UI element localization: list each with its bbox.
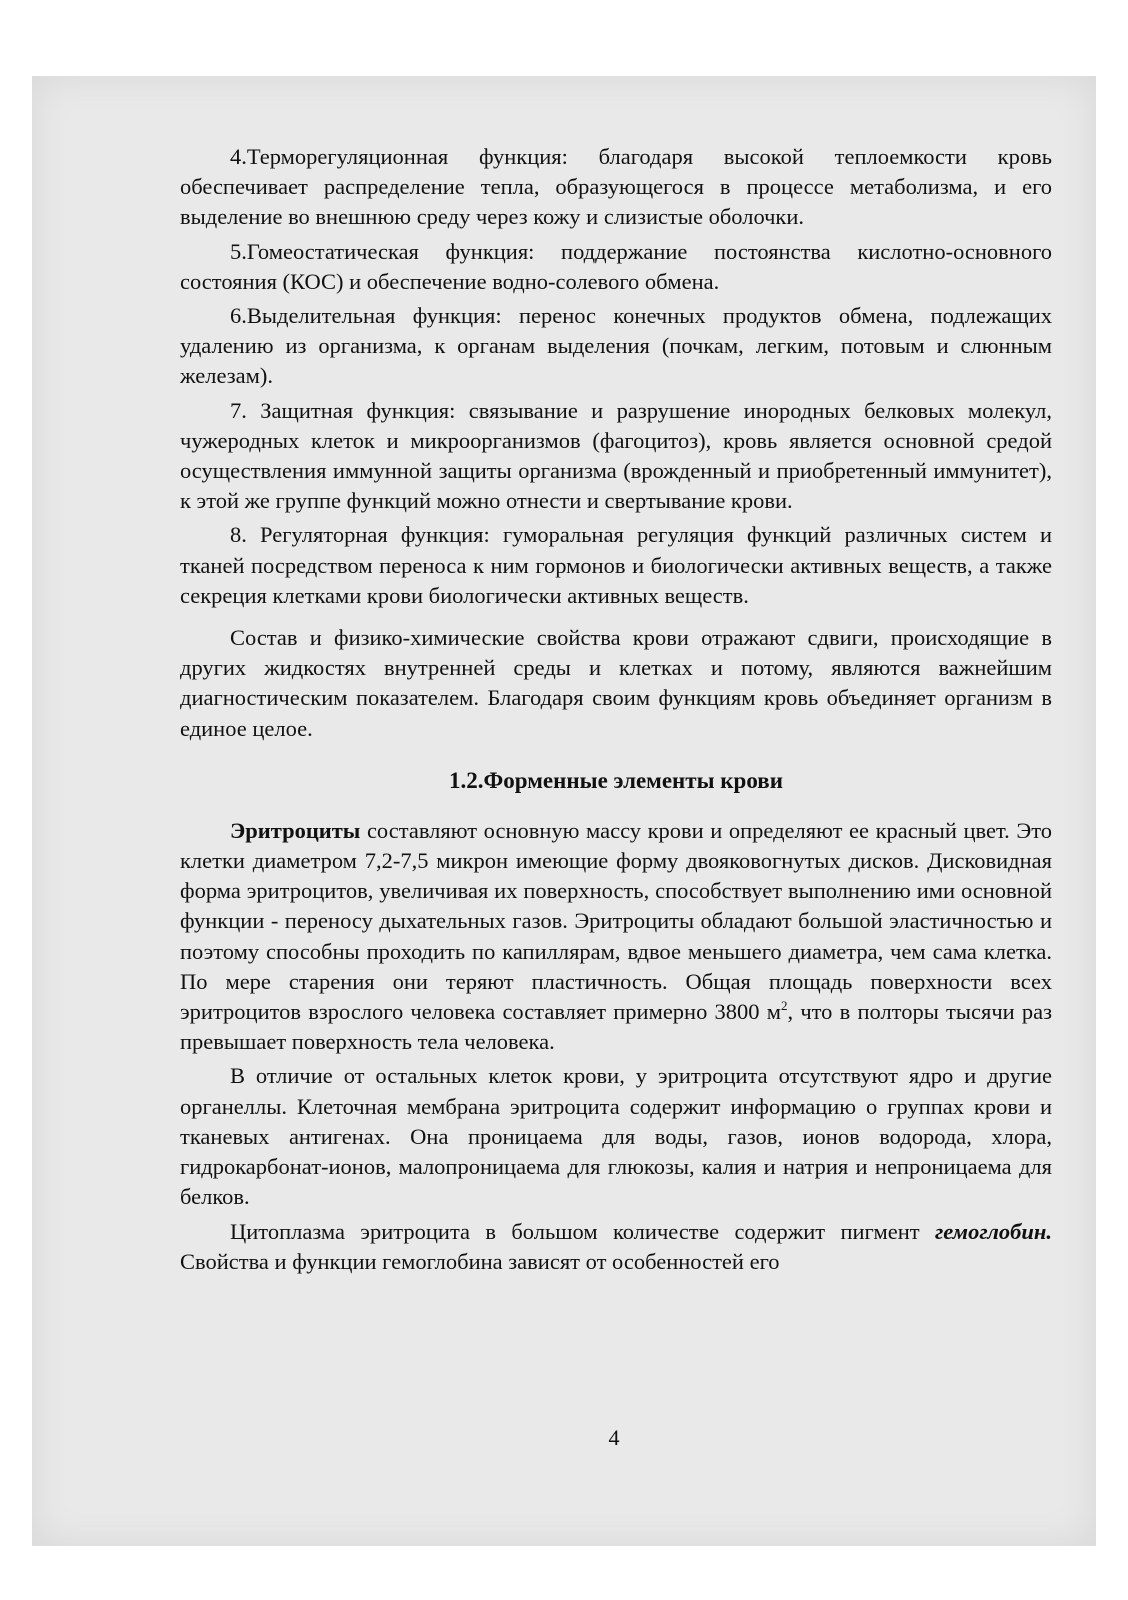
function-paragraph-6: 6.Выделительная функция: перенос конечных продуктов обмена, подлежащих удалению из организма, к органам выделения (почкам, легким, потовым и слюнным железам). bbox=[180, 303, 1052, 389]
erythrocytes-text-2: , что в полторы тысячи раз превышает поверхность тела человека. bbox=[180, 999, 1053, 1055]
hemoglobin-term: гемоглобин. bbox=[934, 1218, 1052, 1244]
cytoplasm-text-2: Свойства и функции гемоглобина зависят от особенностей его bbox=[180, 1248, 780, 1274]
cytoplasm-paragraph bbox=[180, 1217, 1052, 1277]
composition-paragraph: Состав и физико-химические свойства крови отражают сдвиги, происходящие в других жидкостях внутренней среды и клетках и потому, являются важнейшим диагностическим показателем. Благодаря своим функциям кровь объединяет организм в единое целое. bbox=[180, 625, 1052, 741]
square-superscript: 2 bbox=[781, 998, 788, 1014]
section-heading: 1.2.Форменные элементы крови bbox=[449, 767, 783, 793]
function-paragraph-4: 4.Терморегуляционная функция: благодаря высокой теплоемкости кровь обеспечивает распределение тепла, образующегося в процессе метаболизма, и его выделение во внешнюю среду через кожу и слизистые оболочки. bbox=[180, 144, 1052, 230]
erythrocytes-term: Эритроциты bbox=[230, 817, 361, 843]
function-paragraph-7: 7. Защитная функция: связывание и разрушение инородных белковых молекул, чужеродных клеток и микроорганизмов (фагоцитоз), кровь является основной средой осуществления иммунной защиты организма (врожденный и приобретенный иммунитет), к этой же группе функций можно отнести и свертывание крови. bbox=[180, 397, 1052, 514]
function-paragraph-8: 8. Регуляторная функция: гуморальная регуляция функций различных систем и тканей посредством переноса к ним гормонов и биологически активных веществ, а также секреция клетками крови биологически активных веществ. bbox=[180, 522, 1052, 608]
page-number: 4 bbox=[608, 1425, 620, 1450]
organelles-paragraph: В отличие от остальных клеток крови, у эритроцита отсутствуют ядро и другие органеллы. Клеточная мембрана эритроцита содержит информацию о группах крови и тканевых антигенах. Она проницаема для воды, газов, ионов водорода, хлора, гидрокарбонат-ионов, малопроницаема для глюкозы, калия и натрия и непроницаема для белков. bbox=[180, 1063, 1052, 1210]
erythrocytes-text-1: составляют основную массу крови и определяют ее красный цвет. Это клетки диаметром 7,2-7,5 микрон имеющие форму двояковогнутых дисков. Дисковидная форма эритроцитов, увеличивая их поверхность, способствует выполнению ими основной функции - переносу дыхательных газов. Эритроциты обладают большой эластичностью и поэтому способны проходить по капиллярам, вдвое меньшего диаметра, чем сама клетка. По мере старения они теряют пластичность. Общая площадь поверхности всех эритроцитов взрослого человека составляет примерно 3800 м bbox=[180, 817, 1052, 1025]
function-paragraph-5: 5.Гомеостатическая функция: поддержание постоянства кислотно-основного состояния (КОС) и обеспечение водно-солевого обмена. bbox=[180, 238, 1052, 294]
document-body bbox=[180, 142, 1052, 1277]
erythrocytes-paragraph bbox=[180, 816, 1052, 1058]
cytoplasm-text-1: Цитоплазма эритроцита в большом количестве содержит пигмент bbox=[230, 1218, 935, 1244]
